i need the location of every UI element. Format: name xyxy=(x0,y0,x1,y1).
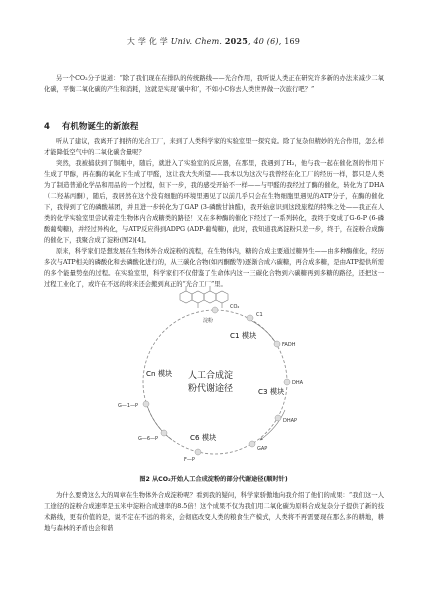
arrow-c6-cn xyxy=(146,402,172,440)
journal-name: Univ. Chem. xyxy=(170,37,223,46)
node-g1p: G—1—P xyxy=(118,403,139,409)
journal-page: 169 xyxy=(284,37,301,46)
intro-paragraph: 另一个CO₂分子说道：“除了我们现在在排队的传统路线——光合作用，我听说人类正在研究许多新的办法来减少二氧化碳，平衡二氧化碳的产生和消耗，这就是实现‘碳中和’，不如小C你去人类世界做一次旅行吧？” xyxy=(44,75,384,93)
node-dha: DHA xyxy=(292,380,304,386)
node-g6p: G—6—P xyxy=(138,436,159,442)
node-co2: CO₂ xyxy=(230,304,240,310)
pathway-diagram xyxy=(80,284,350,464)
section-heading xyxy=(44,120,138,132)
module-cn: Cn 模块 xyxy=(146,369,173,378)
closing-block xyxy=(44,490,384,534)
pathway-figure xyxy=(80,284,350,464)
node-fadh: FADH xyxy=(282,342,296,348)
closing-paragraph: 为什么要费这么大的周章在生物体外合成淀粉呢？看到我的疑问，科学家骄傲地向我介绍了他们的成果：“我们这一人工途径的淀粉合成速率是玉米中淀粉合成速率的8.5倍！这个成果不仅为我们用二氧化碳为原料合成复杂分子提供了新的技术路线，更有价值的是，说不定在不远的将来，会彻底改变人类的粮食生产模式，人类将不再需要现在那么多的耕地，耕地与森林的矛盾也会和谐 xyxy=(44,492,384,532)
journal-year: 2025 xyxy=(224,36,248,46)
paragraph-3: 原来，科学家们是想发展在生物体外合成淀粉的流程，在生物体内，糖的合成主要通过糖异生——由多种酶催化，经历多次与ATP相关的磷酸化和去磷酸化进行的，从三碳化合物(如丙酮酸等)逐渐合成六碳糖，再合成多糖，是由ATP提供所需的多个能量势垒的过程。在实验室里，科学家们不仅借鉴了生命体内这一三碳化合物到六碳糖再到多糖的路径，还把这一过程工业化了，或许在不远的将来还会搬到真正的“光合工厂”里。 xyxy=(44,248,384,288)
node-starch: 淀粉 xyxy=(203,318,214,324)
intro-block xyxy=(44,73,384,95)
module-c1: C1 模块 xyxy=(230,331,257,340)
paragraph-2: 突然，我被捕获到了铜瓶中，随后，就进入了实验室的反应器，在那里，我遇到了H₂，他与我一起在催化剂的作用下生成了甲醇，再在酶的氧化下生成了甲醛，这让我大失所望——我本以为这次与我曾经在化工厂的经历一样，都只是人类为了制造普通化学品和用品的一个过程，但下一步，我的感受开始不一样——与甲醛的我经过了酶的催化，转化为了DHA（二羟基丙酮），随后，我居然在这个没有细胞的环境里遇见了以前几乎只会在生物细胞里遇见的ATP分子，在酶的催化下，我得到了它的磷酸基团，并且进一步转化为了GAP (3-磷酸甘油醛)，我开始意识到这段旅程的特殊之处——我正在人类的化学实验室里尝试着走生物体内合成糖类的路径！又在多种酶的催化下经过了一系列转化，我终于变成了G-6-P (6-磷酸葡萄糖)，并经过异构化，与ATP反应得到ADPG (ADP-葡萄糖)，此时，我知道我离淀粉只差一步，终于，在淀粉合成酶的催化下，我聚合成了淀粉(图2)[4]。 xyxy=(44,160,384,244)
journal-header: 大 学 化 学 Univ. Chem. 2025, 40 (6), 169 xyxy=(126,36,301,46)
section-number: 4 xyxy=(44,122,50,132)
node-f-p: F—P xyxy=(184,457,195,463)
body-text xyxy=(44,136,384,290)
node-c1: C1 xyxy=(256,312,263,318)
node-dhap: DHAP xyxy=(283,418,298,424)
journal-header-prefix: 大 学 化 学 xyxy=(126,37,168,46)
paragraph-1: 听从了建议，我离开了拥挤的光合工厂，来到了人类科学家的实验室里一探究竟。除了复杂但精妙的光合作用，怎么样才能降低空气中的二氧化碳含量呢？ xyxy=(44,138,384,156)
node-gap: GAP xyxy=(257,446,268,452)
module-c6: C6 模块 xyxy=(190,433,217,442)
starch-molecule-icon xyxy=(180,286,228,308)
journal-volume: 40 (6), xyxy=(253,37,282,46)
figure-caption: 图2 从CO₂开始人工合成淀粉的部分代谢途径(顺时针) xyxy=(139,476,288,483)
module-c3: C3 模块 xyxy=(258,387,285,396)
section-title: 有机物诞生的新旅程 xyxy=(61,122,139,132)
center-label-line2: 粉代谢途径 xyxy=(188,384,234,394)
pathway-nodes xyxy=(143,307,290,455)
center-label-line1: 人工合成淀 xyxy=(188,371,234,381)
